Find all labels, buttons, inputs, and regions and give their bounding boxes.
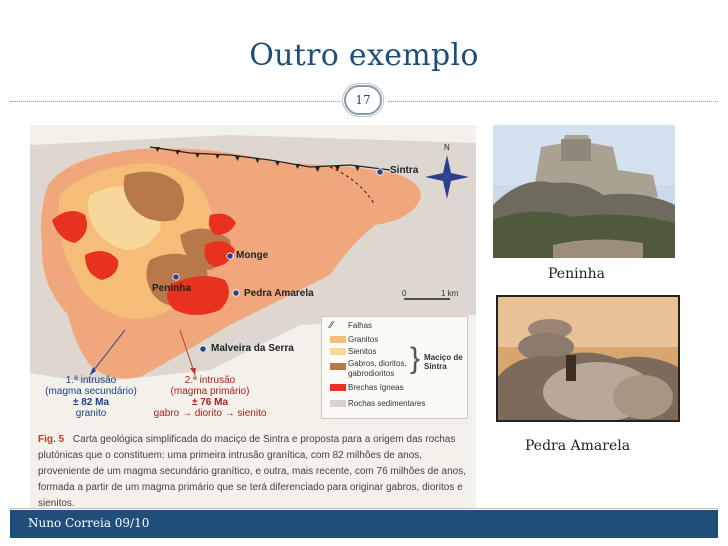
legend-gabros: Gabros, dioritos, gabrodioritos [348,359,407,378]
legend-swatch-sienitos [330,348,346,355]
sintra-dot [377,169,383,175]
scale-start: 0 [402,289,407,298]
legend-brace-icon: } [410,342,421,375]
pedra-amarela-dot [233,290,239,296]
second-intrusion-age: ± 76 Ma [191,397,229,408]
page-number-badge: 17 [344,85,382,115]
figure-caption [38,432,470,508]
slide-title: Outro exemplo [249,38,479,73]
legend-swatch-sedimentares [330,400,346,407]
scale-end: 1 km [441,289,459,298]
first-intrusion-rock: granito [75,408,107,419]
pedra-amarela-photo [496,295,680,422]
malveira-dot [200,346,206,352]
second-intrusion-note [145,375,275,419]
figure-caption-label: Fig. 5 [38,434,65,445]
peninha-photo [493,125,675,258]
second-intrusion-rock: gabro → diorito → sienito [153,408,267,419]
legend-group-label: Maciço de Sintra [424,353,463,371]
legend-swatch-granitos [330,336,346,343]
first-intrusion-note [36,375,146,419]
fault-legend-icon: ⁄⁄ [330,320,334,331]
label-malveira: Malveira da Serra [211,343,294,354]
title-divider-right [388,101,718,102]
footer-author-date: Nuno Correia 09/10 [28,516,150,530]
label-peninha: Peninha [152,283,191,294]
legend-brechas: Brechas ígneas [348,383,404,392]
legend-swatch-brechas [330,384,346,391]
legend-faults: Falhas [348,321,373,330]
peninha-dot [173,274,179,280]
title-divider-left [10,101,340,102]
label-monge: Monge [236,250,269,261]
pedra-amarela-caption: Pedra Amarela [525,438,631,454]
footer-divider [10,508,718,509]
figure-caption-text: Carta geológica simplificada do maciço de Sintra e proposta para a origem das rochas plutónicas que o constituem: uma primeira intrusão granítica, com 82 milhões de anos, proveniente de um magma secundário granítico, e outra, mais recente, com 76 milhões de anos, formada a partir de um magma primário que se terá diferenciado para originar gabros, dioritos e sienitos. [38,434,467,508]
geologic-map-figure [30,125,476,508]
peninha-caption: Peninha [548,266,605,282]
legend-sedimentares: Rochas sedimentares [348,399,426,408]
map-legend [321,316,468,419]
monge-dot [227,253,233,259]
first-intrusion-title: 1.ª intrusão [65,375,117,386]
second-intrusion-title: 2.ª intrusão [184,375,236,386]
compass-north-label: N [444,143,450,152]
legend-swatch-gabros [330,363,346,370]
label-sintra: Sintra [390,165,419,176]
legend-sienitos: Sienitos [348,347,377,356]
first-intrusion-magma: (magma secundário) [45,386,137,397]
legend-granitos: Granitos [348,335,379,344]
first-intrusion-age: ± 82 Ma [72,397,110,408]
label-pedra-amarela: Pedra Amarela [244,288,314,299]
second-intrusion-magma: (magma primário) [170,386,250,397]
